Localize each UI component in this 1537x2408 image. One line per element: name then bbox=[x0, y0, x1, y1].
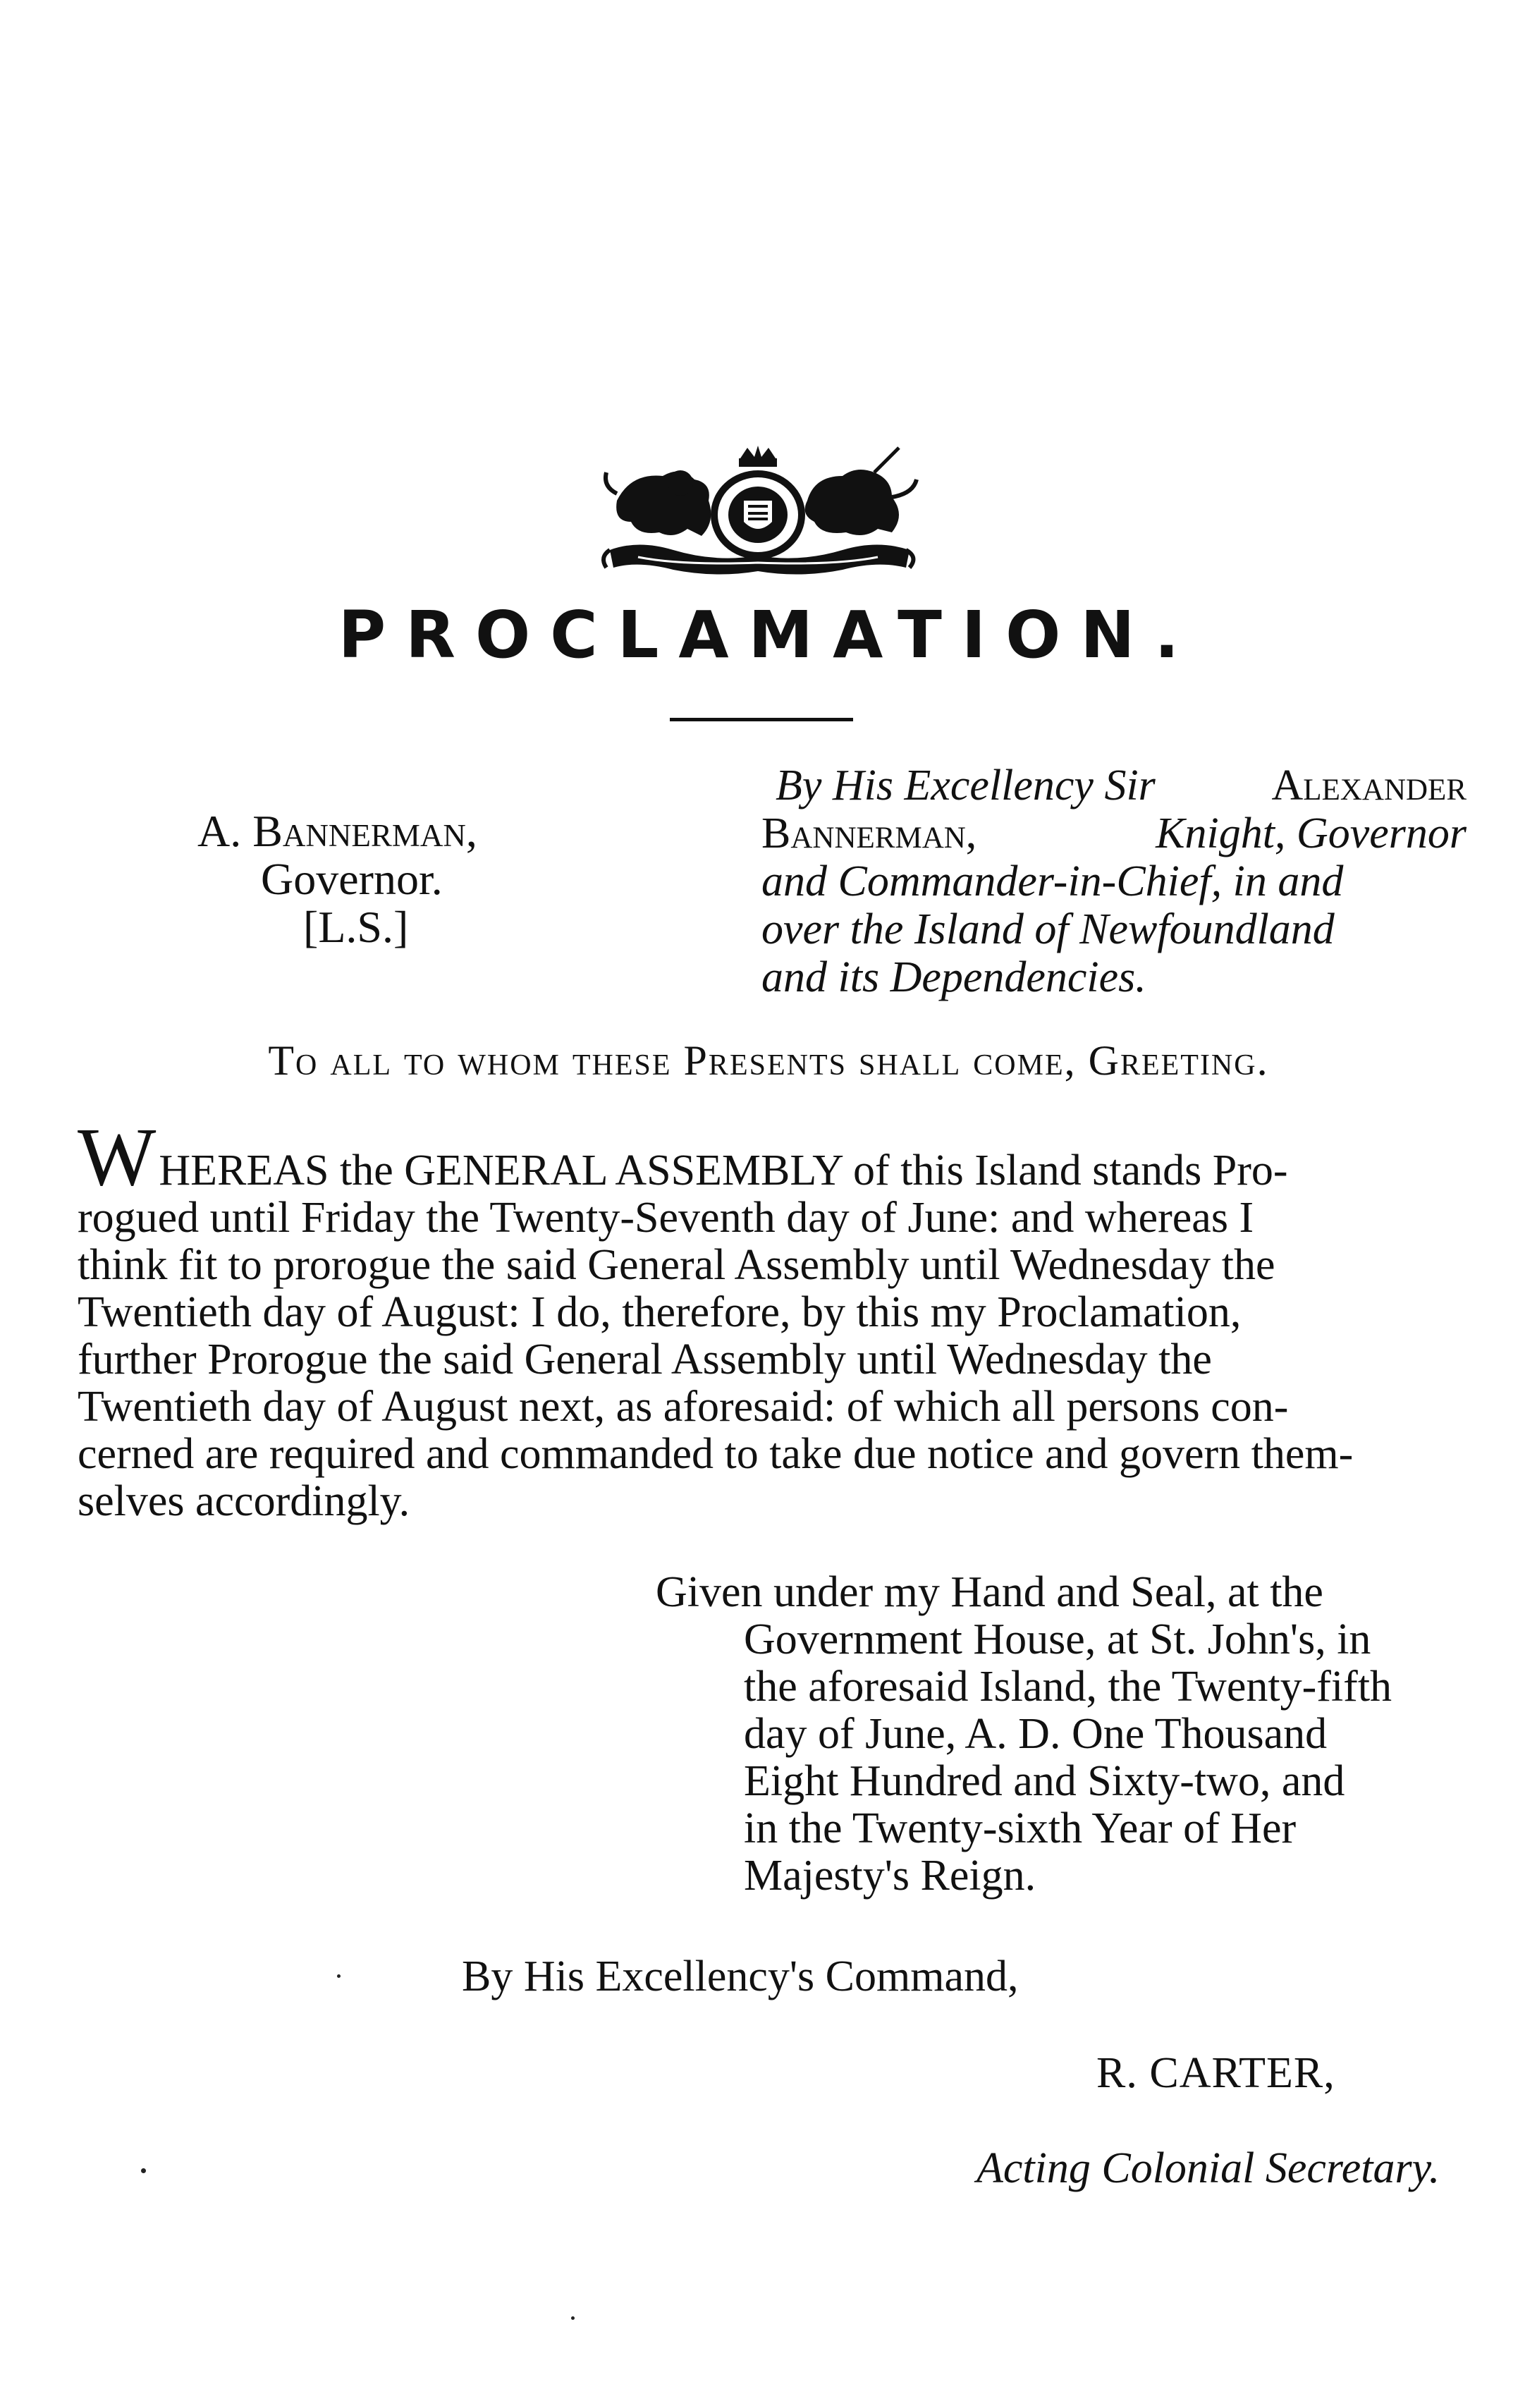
governor-title: Governor. bbox=[261, 854, 443, 904]
given-line: Government House, at St. John's, in bbox=[744, 1615, 1371, 1663]
governor-block bbox=[176, 807, 543, 951]
scan-speck bbox=[337, 1974, 341, 1978]
royal-coat-of-arms-icon bbox=[596, 444, 920, 578]
seal-mark: [L.S.] bbox=[303, 902, 409, 952]
given-line: the aforesaid Island, the Twenty-fifth bbox=[744, 1663, 1392, 1711]
scan-speck bbox=[571, 2316, 575, 2320]
excellency-rank: Knight, Governor bbox=[1156, 809, 1466, 857]
body-line: cerned are required and commanded to take due notice and govern them- bbox=[78, 1430, 1354, 1478]
given-line: Eight Hundred and Sixty-two, and bbox=[744, 1757, 1345, 1805]
excellency-prefix: By His Excellency Sir bbox=[776, 762, 1156, 809]
body-line-text: HEREAS the GENERAL ASSEMBLY of this Island stands Pro- bbox=[159, 1147, 1288, 1194]
governor-name: A. Bannerman, bbox=[197, 806, 477, 856]
excellency-surname: Bannerman, bbox=[761, 809, 977, 857]
given-clause bbox=[656, 1569, 1466, 1900]
excellency-heading bbox=[761, 762, 1466, 1001]
excellency-line: over the Island of Newfoundland bbox=[761, 905, 1335, 953]
given-line: day of June, A. D. One Thousand bbox=[744, 1710, 1328, 1758]
excellency-line bbox=[761, 762, 1466, 809]
body-line: Twentieth day of August: I do, therefore, by this my Proclamation, bbox=[78, 1288, 1242, 1336]
body-line: selves accordingly. bbox=[78, 1477, 410, 1525]
excellency-line: and its Dependencies. bbox=[761, 953, 1146, 1001]
given-line: Given under my Hand and Seal, at the bbox=[656, 1568, 1323, 1616]
body-line: further Prorogue the said General Assembly until Wednesday the bbox=[78, 1336, 1212, 1383]
proclamation-body bbox=[78, 1111, 1466, 1525]
greeting-line: To all to whom these Presents shall come, Greeting. bbox=[268, 1037, 1269, 1084]
drop-cap: W bbox=[78, 1111, 157, 1203]
body-line: think fit to prorogue the said General Assembly until Wednesday the bbox=[78, 1241, 1275, 1289]
command-line: By His Excellency's Command, bbox=[462, 1952, 1019, 2000]
body-line: rogued until Friday the Twenty-Seventh day of June: and whereas I bbox=[78, 1194, 1254, 1242]
given-line: Majesty's Reign. bbox=[744, 1852, 1036, 1900]
signer-name: R. CARTER, bbox=[1096, 2049, 1335, 2097]
excellency-line: and Commander-in-Chief, in and bbox=[761, 857, 1344, 905]
excellency-given-name: Alexander bbox=[1271, 762, 1466, 809]
scan-speck bbox=[141, 2168, 146, 2173]
signer-title: Acting Colonial Secretary. bbox=[976, 2144, 1440, 2192]
page-title: PROCLAMATION. bbox=[338, 597, 1199, 673]
title-divider bbox=[670, 718, 853, 721]
given-line: in the Twenty-sixth Year of Her bbox=[744, 1804, 1297, 1852]
body-line: Twentieth day of August next, as aforesaid: of which all persons con- bbox=[78, 1383, 1289, 1431]
body-line bbox=[78, 1111, 1466, 1203]
excellency-line bbox=[761, 809, 1466, 857]
